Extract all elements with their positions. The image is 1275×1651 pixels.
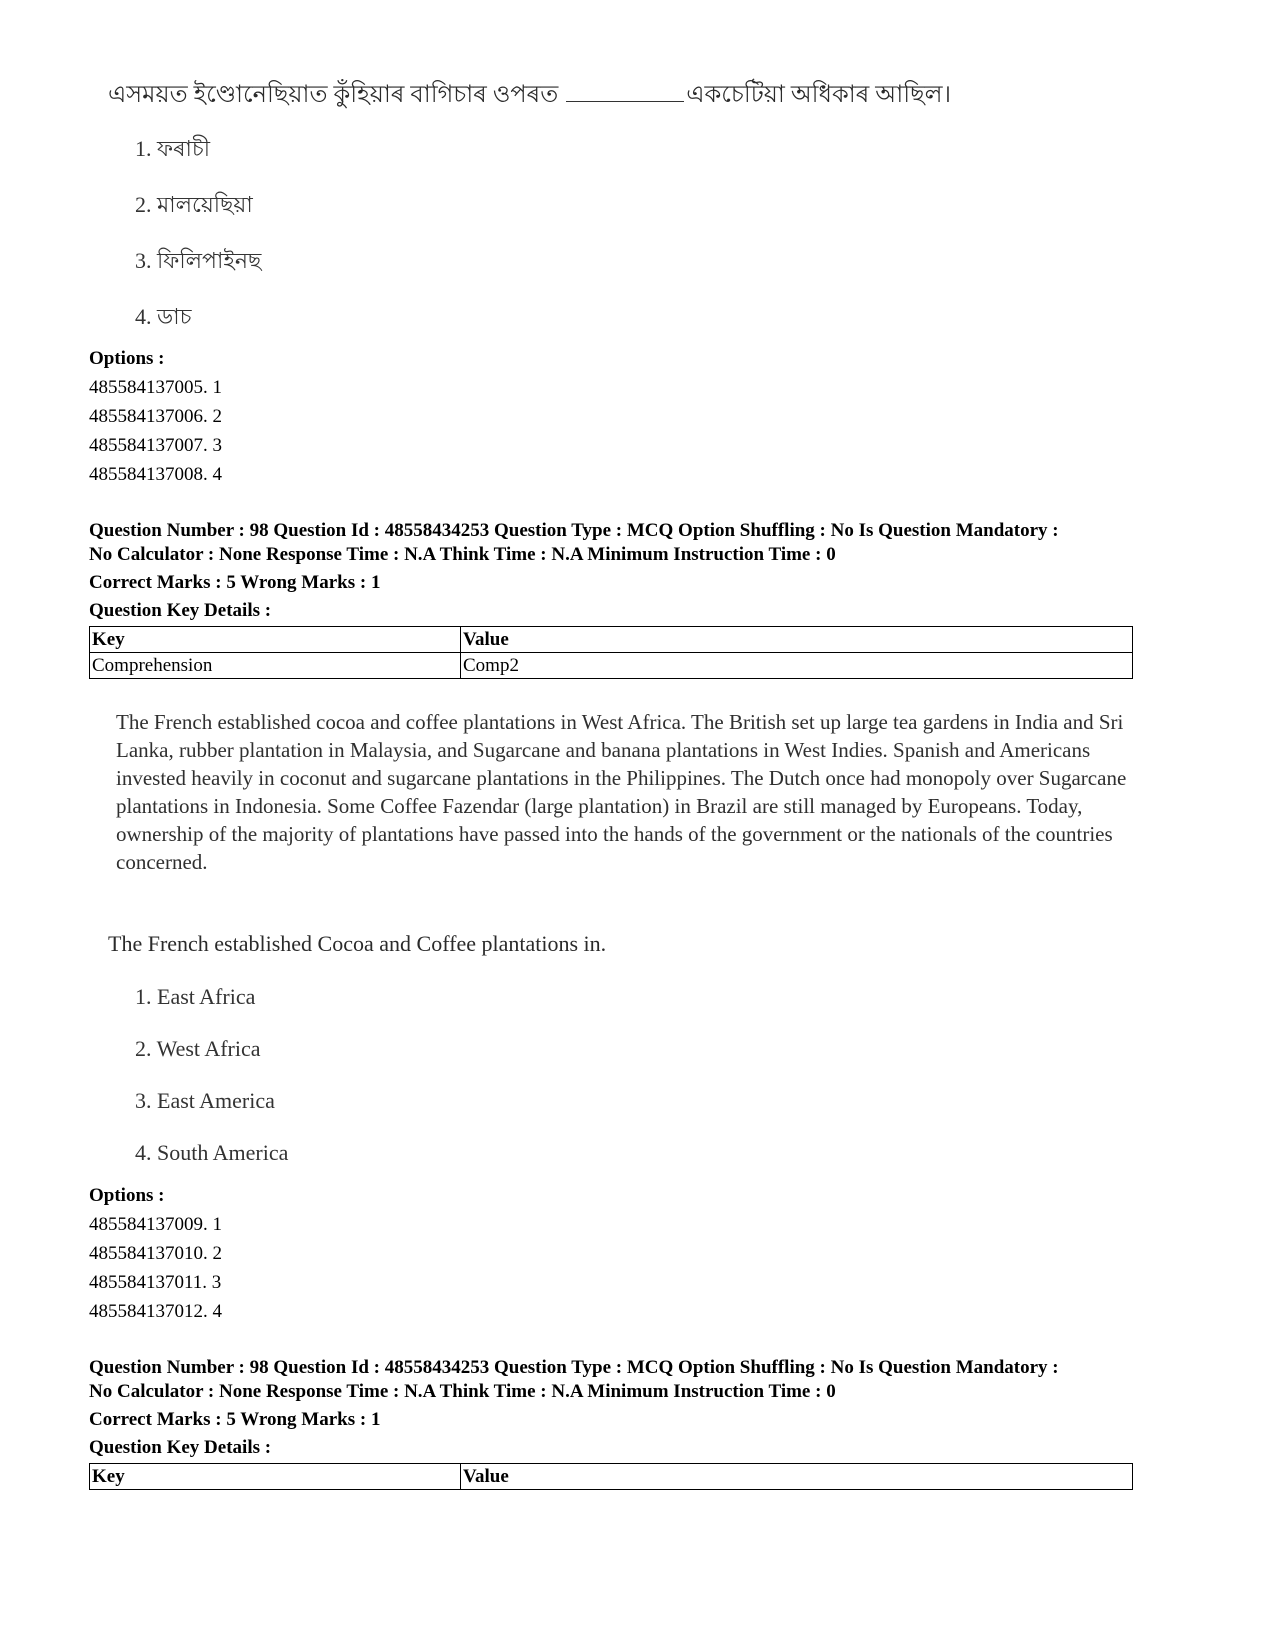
comprehension-passage: The French established cocoa and coffee plantations in West Africa. The British set up large tea gardens in India and Sri Lanka, rubber plantation in Malaysia, and Sugarcane and banana plantations in West Indies. Spanish and Americans invested heavily in coconut and sugarcane plantations in the Philippines. The Dutch once had monopoly over Sugarcane plantations in Indonesia. Some Coffee Fazendar (large plantation) in Brazil are still managed by Europeans. Today, ownership of the majority of plantations have passed into the hands of the government or the nationals of the countries concerned. <box>116 710 1127 874</box>
table-row <box>90 653 1133 679</box>
options-list-top <box>89 344 222 489</box>
options-heading: Options : <box>89 348 165 369</box>
option-id: 485584137011. 3 <box>89 1272 222 1293</box>
choice-3: 3. East America <box>135 1088 275 1113</box>
question-text-after-blank: একচেটিয়া অধিকাৰ আছিল। <box>686 82 952 108</box>
table-row <box>90 627 1133 653</box>
choice-4: 4. South America <box>135 1140 289 1165</box>
question-meta-block-1 <box>89 519 1059 623</box>
table-header-key: Key <box>90 627 461 653</box>
question-meta-line: Question Number : 98 Question Id : 48558434253 Question Type : MCQ Option Shuffling : No Is Question Mandatory : <box>89 520 1059 541</box>
table-header-value: Value <box>461 627 1133 653</box>
option-id: 485584137012. 4 <box>89 1301 222 1322</box>
key-value-table-1 <box>89 626 1133 679</box>
option-id: 485584137007. 3 <box>89 435 222 456</box>
option-id: 485584137005. 1 <box>89 377 222 398</box>
choice-2: 2. মালয়েছিয়া <box>135 192 253 217</box>
key-details-heading: Question Key Details : <box>89 1437 272 1458</box>
choice-2: 2. West Africa <box>135 1036 261 1061</box>
marks-line: Correct Marks : 5 Wrong Marks : 1 <box>89 572 381 593</box>
question-text-before-blank: এসময়ত ইণ্ডোনেছিয়াত কুঁহিয়াৰ বাগিচাৰ ওপৰত <box>108 82 559 108</box>
question-text-assamese <box>108 76 951 116</box>
choice-3: 3. ফিলিপাইনছ <box>135 248 262 273</box>
question-meta-line: No Calculator : None Response Time : N.A Think Time : N.A Minimum Instruction Time : 0 <box>89 544 836 565</box>
answer-blank <box>566 79 684 102</box>
marks-line: Correct Marks : 5 Wrong Marks : 1 <box>89 1409 381 1430</box>
choice-4: 4. ডাচ <box>135 304 192 329</box>
question-meta-line: Question Number : 98 Question Id : 48558434253 Question Type : MCQ Option Shuffling : No Is Question Mandatory : <box>89 1357 1059 1378</box>
table-cell-key: Comprehension <box>90 653 461 679</box>
option-id: 485584137008. 4 <box>89 464 222 485</box>
question-meta-block-2 <box>89 1356 1059 1460</box>
option-id: 485584137010. 2 <box>89 1243 222 1264</box>
table-header-key: Key <box>90 1464 461 1490</box>
choice-1: 1. East Africa <box>135 984 256 1009</box>
table-row <box>90 1464 1133 1490</box>
options-list-1 <box>89 1181 222 1326</box>
key-value-table-2 <box>89 1463 1133 1490</box>
option-id: 485584137009. 1 <box>89 1214 222 1235</box>
table-header-value: Value <box>461 1464 1133 1490</box>
choice-1: 1. ফৰাচী <box>135 136 211 161</box>
question-meta-line: No Calculator : None Response Time : N.A Think Time : N.A Minimum Instruction Time : 0 <box>89 1381 836 1402</box>
table-cell-value: Comp2 <box>461 653 1133 679</box>
options-heading: Options : <box>89 1185 165 1206</box>
option-id: 485584137006. 2 <box>89 406 222 427</box>
key-details-heading: Question Key Details : <box>89 600 272 621</box>
question-text-english: The French established Cocoa and Coffee plantations in. <box>108 931 607 956</box>
